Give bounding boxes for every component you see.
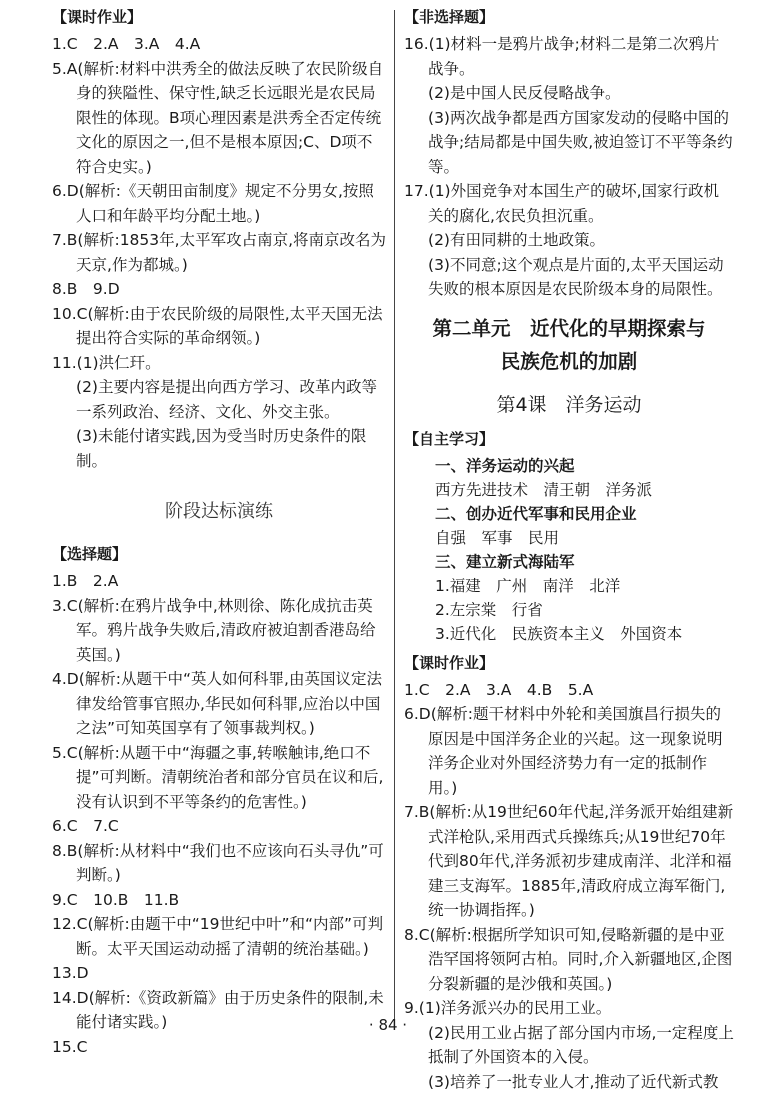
answer-line: 5.A(解析:材料中洪秀全的做法反映了农民阶级自身的狭隘性、保守性,缺乏长远眼光是农民局限性的体现。B项心理因素是洪秀全否定传统文化的原因之一,但不是根本原因;C、D项不符合史实。): [52, 57, 386, 180]
answer-line: 15.C: [52, 1035, 386, 1060]
answer-line: 8.B(解析:从材料中“我们也不应该向石头寻仇”可判断。): [52, 839, 386, 888]
answer-line: 7.B(解析:从19世纪60年代起,洋务派开始组建新式洋枪队,采用西式兵操练兵;从19世纪70年代到80年代,洋务派初步建成南洋、北洋和福建三支海军。1885年,清政府成立海军衙门,统一协调指挥。): [404, 800, 734, 923]
answer-line: 5.C(解析:从题干中“海疆之事,转喉触讳,绝口不提”可判断。清朝统治者和部分官员在议和后,没有认识到不平等条约的危害性。): [52, 741, 386, 815]
answer-line: 9.(1)洋务派兴办的民用工业。: [404, 996, 734, 1021]
answer-line: 17.(1)外国竞争对本国生产的破坏,国家行政机关的腐化,农民负担沉重。: [404, 179, 734, 228]
answer-subline: (3)未能付诸实践,因为受当时历史条件的限制。: [52, 424, 386, 473]
page-number: · 84 ·: [0, 1016, 776, 1034]
section-answer: 自强 军事 民用: [404, 526, 734, 550]
nonchoice-heading: 【非选择题】: [404, 6, 734, 28]
answer-subline: (2)主要内容是提出向西方学习、改革内政等一系列政治、经济、文化、外交主张。: [52, 375, 386, 424]
answer-subline: (3)两次战争都是西方国家发动的侵略中国的战争;结局都是中国失败,被迫签订不平等条约等。: [404, 106, 734, 180]
stage-title: 阶段达标演练: [52, 497, 386, 527]
homework-heading: 【课时作业】: [404, 652, 734, 674]
answer-subline: (2)有田同耕的土地政策。: [404, 228, 734, 253]
answer-line: 16.(1)材料一是鸦片战争;材料二是第二次鸦片战争。: [404, 32, 734, 81]
self-study-heading: 【自主学习】: [404, 428, 734, 450]
choice-heading: 【选择题】: [52, 543, 386, 565]
answer-line: 6.D(解析:《天朝田亩制度》规定不分男女,按照人口和年龄平均分配土地。): [52, 179, 386, 228]
section-title: 二、创办近代军事和民用企业: [404, 502, 734, 526]
section-answer: 西方先进技术 清王朝 洋务派: [404, 478, 734, 502]
answer-line: 7.B(解析:1853年,太平军攻占南京,将南京改名为天京,作为都城。): [52, 228, 386, 277]
answer-line: 4.D(解析:从题干中“英人如何科罪,由英国议定法律发给管事官照办,华民如何科罪,应治以中国之法”可知英国享有了领事裁判权。): [52, 667, 386, 741]
answer-subline: (2)是中国人民反侵略战争。: [404, 81, 734, 106]
answer-line: 9.C 10.B 11.B: [52, 888, 386, 913]
section-answer: 2.左宗棠 行省: [404, 598, 734, 622]
answer-line: 8.C(解析:根据所学知识可知,侵略新疆的是中亚浩罕国将领阿古柏。同时,介入新疆地区,企图分裂新疆的是沙俄和英国。): [404, 923, 734, 997]
answer-line: 12.C(解析:由题干中“19世纪中叶”和“内部”可判断。太平天国运动动摇了清朝的统治基础。): [52, 912, 386, 961]
section-answer: 3.近代化 民族资本主义 外国资本: [404, 622, 734, 646]
answer-line: 1.B 2.A: [52, 569, 386, 594]
unit-title-line-1: 第二单元 近代化的早期探索与: [432, 317, 705, 340]
answer-subline: (3)培养了一批专业人才,推动了近代新式教: [404, 1070, 734, 1094]
answer-line: 11.(1)洪仁玕。: [52, 351, 386, 376]
section-title: 三、建立新式海陆军: [404, 550, 734, 574]
lesson-title: 第4课 洋务运动: [404, 390, 734, 420]
answer-line: 13.D: [52, 961, 386, 986]
section-answer: 1.福建 广州 南洋 北洋: [404, 574, 734, 598]
answer-line: 1.C 2.A 3.A 4.A: [52, 32, 386, 57]
answer-line: 6.D(解析:题干材料中外轮和美国旗昌行损失的原因是中国洋务企业的兴起。这一现象说明洋务企业对外国经济势力有一定的抵制作用。): [404, 702, 734, 800]
answer-line: 8.B 9.D: [52, 277, 386, 302]
unit-title-line-2: 民族危机的加剧: [501, 350, 638, 373]
answer-line: 6.C 7.C: [52, 814, 386, 839]
answer-subline: (3)不同意;这个观点是片面的,太平天国运动失败的根本原因是农民阶级本身的局限性。: [404, 253, 734, 302]
answer-line: 1.C 2.A 3.A 4.B 5.A: [404, 678, 734, 703]
answer-line: 14.D(解析:《资政新篇》由于历史条件的限制,未能付诸实践。): [52, 986, 386, 1035]
homework-heading: 【课时作业】: [52, 6, 386, 28]
unit-title: [404, 312, 734, 378]
answer-line: 10.C(解析:由于农民阶级的局限性,太平天国无法提出符合实际的革命纲领。): [52, 302, 386, 351]
section-title: 一、洋务运动的兴起: [404, 454, 734, 478]
right-column: [404, 6, 734, 1094]
column-divider: [394, 10, 395, 1020]
answer-line: 3.C(解析:在鸦片战争中,林则徐、陈化成抗击英军。鸦片战争失败后,清政府被迫割香港岛给英国。): [52, 594, 386, 668]
answer-subline: (2)民用工业占据了部分国内市场,一定程度上抵制了外国资本的入侵。: [404, 1021, 734, 1070]
left-column: [52, 6, 386, 1059]
